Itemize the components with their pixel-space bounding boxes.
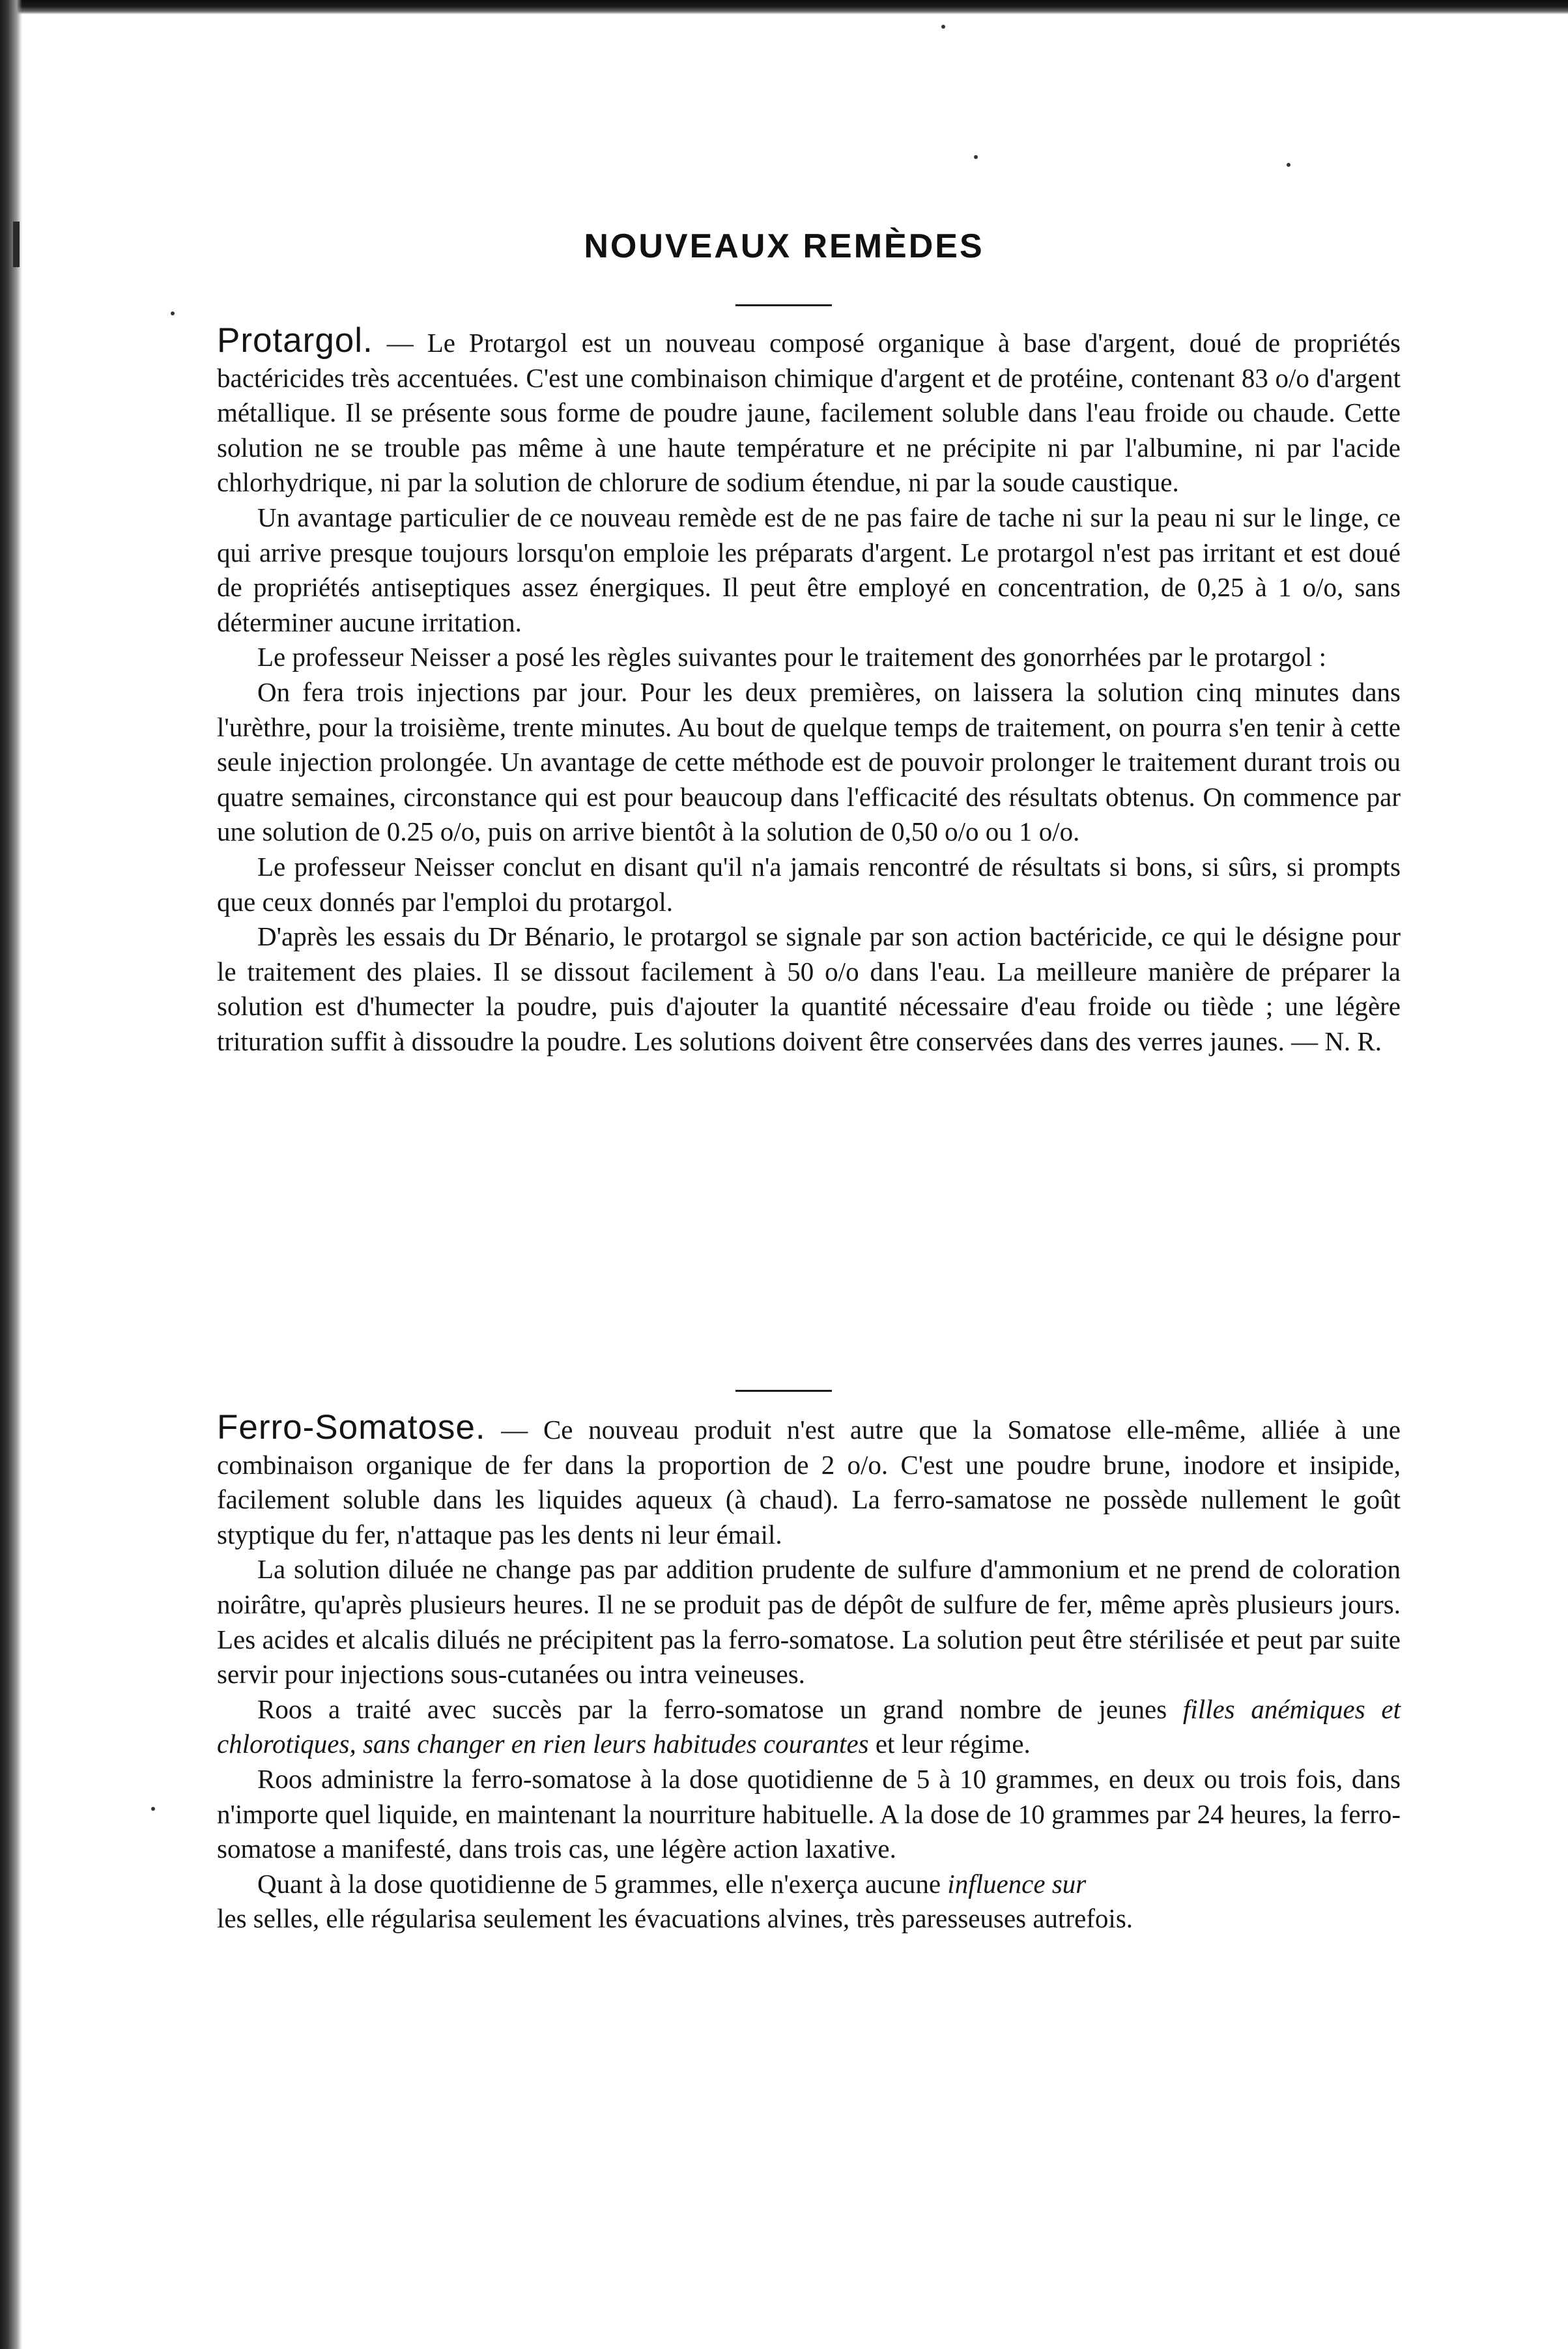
protargol-paragraph-1 (217, 323, 1401, 500)
protargol-paragraph-4: On fera trois injections par jour. Pour les deux premières, on laissera la solution cinq minutes dans l'urèthre, pour la troisième, trente minutes. Au bout de quelque temps de traitement, on pourra s'en tenir à cette seule injection prolongée. Un avantage de cette méthode est de pouvoir prolonger le traitement durant trois ou quatre semaines, circonstance qui est pour beaucoup dans l'efficacité des résultats obtenus. On commence par une solution de 0.25 o/o, puis on arrive bientôt à la solution de 0,50 o/o ou 1 o/o. (217, 676, 1401, 847)
section-divider (735, 1390, 832, 1392)
protargol-paragraph-3: Le professeur Neisser a posé les règles suivantes pour le traitement des gonorrhées par le protargol : (257, 642, 1326, 672)
ferro-paragraph-5 (217, 1867, 1401, 1902)
ferro-paragraph-4: Roos administre la ferro-somatose à la dose quotidienne de 5 à 10 grammes, en deux ou trois fois, dans n'importe quel liquide, en maintenant la nourriture habituelle. A la dose de 10 grammes par 24 heures, la ferro-somatose a manifesté, dans trois cas, une légère action laxative. (217, 1763, 1401, 1864)
protargol-paragraph-6: D'après les essais du Dr Bénario, le protargol se signale par son action bactéricide, ce qui le désigne pour le traitement des plaies. Il se dissout facilement à 50 o/o dans l'eau. La meilleure manière de préparer la solution est d'humecter la poudre, puis d'ajouter la quantité nécessaire d'eau froide ou tiède ; une légère trituration suffit à dissoudre la poudre. Les solutions doivent être conservées dans des verres jaunes. — N. R. (217, 921, 1401, 1056)
ferro-paragraph-1 (217, 1410, 1401, 1552)
scan-speck (171, 311, 175, 315)
scan-speck (941, 25, 945, 29)
ferro-paragraph-1-text: — Ce nouveau produit n'est autre que la Somatose elle-même, alliée à une combinaison organique de fer dans la proportion de 2 o/o. C'est une poudre brune, inodore et insipide, facilement soluble dans les liquides aqueux (à chaud). La ferro-samatose ne possède nullement le goût styptique du fer, n'attaque pas les dents ni leur émail. (217, 1415, 1401, 1549)
scan-binding-edge (0, 0, 22, 2349)
ferro-paragraph-3-start: Roos a traité avec succès par la ferro-somatose un grand nombre de jeunes (257, 1693, 1183, 1724)
scan-speck (974, 155, 978, 159)
page-title: NOUVEAUX REMÈDES (584, 227, 984, 265)
ferro-paragraph-5-continued: les selles, elle régularisa seulement les évacuations alvines, très paresseuses autrefois. (217, 1903, 1133, 1934)
scan-speck (151, 1807, 155, 1811)
protargol-paragraph-1-text: — Le Protargol est un nouveau composé organique à base d'argent, doué de propriétés bactéricides très accentuées. C'est une combinaison chimique d'argent et de protéine, contenant 83 o/o d'argent métallique. Il se présente sous forme de poudre jaune, facilement soluble dans l'eau froide ou chaude. Cette solution ne se trouble pas même à une haute température et ne précipite ni par l'albumine, ni par l'acide chlorhydrique, ni par la solution de chlorure de sodium étendue, ni par la soude caustique. (217, 328, 1401, 498)
ferro-somatose-heading: Ferro-Somatose. (217, 1408, 486, 1447)
protargol-paragraph-2: Un avantage particulier de ce nouveau remède est de ne pas faire de tache ni sur la peau ni sur le linge, ce qui arrive presque toujours lorsqu'on emploie les préparats d'argent. Le protargol n'est pas irritant et est doué de propriétés antiseptiques assez énergiques. Il peut être employé en concentration, de 0,25 à 1 o/o, sans déterminer aucune irritation. (217, 502, 1401, 637)
scan-top-edge (0, 0, 1568, 14)
ferro-paragraph-2: La solution diluée ne change pas par addition prudente de sulfure d'ammonium et ne prend de coloration noirâtre, qu'après plusieurs heures. Il ne se produit pas de dépôt de sulfure de fer, même après plusieurs jours. Les acides et alcalis dilués ne précipitent pas la ferro-somatose. La solution peut être stérilisée et peut par suite servir pour injections sous-cutanées ou intra veineuses. (217, 1554, 1401, 1690)
scan-speck (1287, 163, 1290, 167)
protargol-paragraph-5: Le professeur Neisser conclut en disant qu'il n'a jamais rencontré de résultats si bons, si sûrs, si prompts que ceux donnés par l'emploi du protargol. (217, 851, 1401, 917)
ferro-paragraph-5-italic: influence sur (947, 1868, 1087, 1899)
protargol-heading: Protargol. (217, 321, 373, 360)
title-divider (735, 304, 832, 306)
ferro-paragraph-3 (217, 1692, 1401, 1762)
article-protargol (217, 323, 1401, 1059)
ferro-paragraph-5-start: Quant à la dose quotidienne de 5 grammes, elle n'exerça aucune (257, 1868, 948, 1899)
article-ferro-somatose (217, 1410, 1401, 1937)
ferro-paragraph-3-end: et leur régime. (868, 1729, 1031, 1759)
ferro-paragraph-3-italic: filles anémiques et chlorotiques, sans changer en rien leurs habitudes courantes (217, 1693, 1401, 1759)
